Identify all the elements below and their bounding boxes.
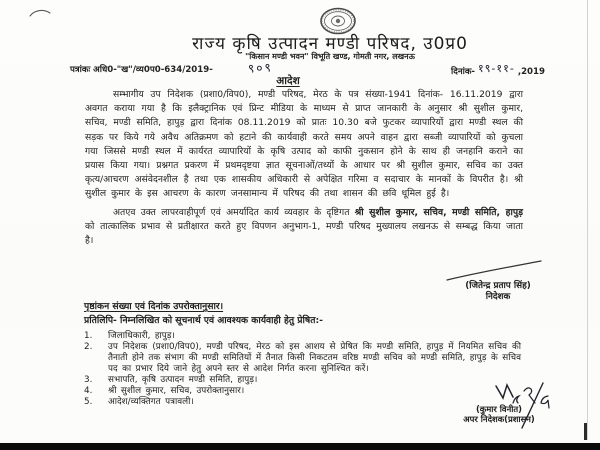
addl-director-name: (कुमार विनीत)	[475, 404, 523, 414]
item-text: आदेश/व्यक्तिगत पत्रावली।	[108, 397, 194, 407]
order-body-text	[85, 88, 523, 248]
item-text: सभापति, कृषि उत्पादन मण्डी समिति, हापुड़।	[108, 375, 258, 385]
list-item	[70, 331, 523, 342]
item-text: उप निदेशक (प्रशा0/विप0), मण्डी परिषद, मेरठ को इस आशय से प्रेषित कि मण्डी समिति, हापुड़ में नियमित सचिव की तैनाती होने तक संभाग की मण्डी समितियों में तैनात किसी निकटतम वरिष्ठ मण्डी सचिव को मण्डी समिति, हापुड़ के सचिव पद का प्रभार दिये जाने हेतु अपने स्तर से आदेश निर्गत करना सुनिश्चित करें।	[108, 342, 521, 374]
list-item	[70, 386, 523, 397]
pen-mark-top-left	[30, 10, 50, 16]
officer-name-bold: श्री सुशील कुमार, सचिव, मण्डी समिति, हापुड़	[354, 206, 523, 218]
handwritten-date: १९-११-	[477, 62, 515, 75]
org-address-line: "किसान मण्डी भवन" विभूति खण्ड, गोमती नगर, लखनऊ	[245, 52, 415, 61]
director-name: (जितेन्द्र प्रताप सिंह)	[465, 281, 531, 291]
date-year: ,2019	[517, 67, 545, 77]
org-name-title: राज्य कृषि उत्पादन मण्डी परिषद, उ0प्र0	[192, 34, 468, 54]
date-label: दिनांक-	[451, 67, 475, 77]
order-paragraph-1: सम्भागीय उप निदेशक (प्रशा0/विप0), मण्डी परिषद, मेरठ के पत्र संख्या-1941 दिनांक- 16.11.2019 द्वारा अवगत कराया गया है कि इलैक्ट्रानिक एवं प्रिन्ट मीडिया के माध्यम से प्राप्त जानकारी के अनुसार श्री सुशील कुमार, सचिव, मण्डी समिति, हापुड़ द्वारा दिनांक 08.11.2019 को प्रातः 10.30 बजे फुटकर व्यापारियों द्वारा मण्डी स्थल की सड़क पर किये गये अवैध अतिक्रमण को हटाने की कार्यवाही करते समय अपने वाहन द्वारा सब्जी व्यापारियों को कुचला गया जिससे मण्डी स्थल में कार्यरत व्यापारियों के कृषि उत्पाद को काफी नुकसान होने के साथ ही जनहानि कराने का प्रयास किया गया। प्रश्नगत प्रकरण में प्रथमदृष्टया ज्ञात सूचनाओं/तथ्यों के आधार पर श्री सुशील कुमार, सचिव का उक्त कृत्य/आचरण असंवेदनशील है तथा एक शासकीय अधिकारी से अपेक्षित गरिमा व सदाचार के मानकों के विपरीत है। श्री सुशील कुमार के इस आचरण के कारण जनसामान्य में परिषद की तथा शासन की छवि धूमिल हुई है।	[85, 89, 523, 200]
endorsement-section	[70, 299, 523, 408]
addl-director-designation: अपर निदेशक(प्रशासन)	[463, 414, 535, 424]
item-text: श्री सुशील कुमार, सचिव, उपरोक्तानुसार।	[108, 386, 245, 396]
director-signature-stroke-icon	[447, 261, 541, 280]
item-number: 1.	[84, 331, 93, 341]
item-number: 3.	[84, 375, 93, 385]
item-number: 5.	[84, 397, 93, 407]
item-number: 4.	[84, 386, 93, 396]
list-item	[70, 342, 523, 375]
copy-forward-line: प्रतिलिपि- निम्नलिखित को सूचनार्थ एवं आवश्यक कार्यवाही हेतु प्रेषित:-	[84, 315, 323, 326]
list-item	[70, 375, 523, 386]
scan-bottom-border	[0, 443, 600, 450]
addl-director-signature-block	[440, 404, 558, 424]
endorsement-heading: पृष्ठांकन संख्या एवं दिनांक उपरोक्तानुसार।	[84, 301, 224, 312]
item-number: 2.	[84, 342, 93, 352]
order-paragraph-2: अतएव उक्त लापरवाहीपूर्ण एवं अमर्यादित कार्य व्यवहार के दृष्टिगत श्री सुशील कुमार, सचिव, मण्डी समिति, हापुड़ को तात्कालिक प्रभाव से प्रतीक्षारत करते हुए विपणन अनुभाग-1, मण्डी परिषद मुख्यालय लखनऊ से सम्बद्ध किया जाता है।	[85, 206, 523, 247]
order-heading: आदेश	[276, 75, 300, 87]
copy-recipient-list	[70, 331, 523, 408]
director-designation: निदेशक	[485, 292, 511, 302]
item-text: जिलाधिकारी, हापुड़।	[108, 331, 175, 341]
letter-reference-number: पत्रांकः अधि0-"ख"/व्य0प0-634/2019-	[70, 65, 213, 75]
scan-edge-mark	[584, 423, 587, 440]
scan-edge-line	[587, 0, 588, 440]
handwritten-dispatch-number: ९०९	[247, 60, 274, 76]
